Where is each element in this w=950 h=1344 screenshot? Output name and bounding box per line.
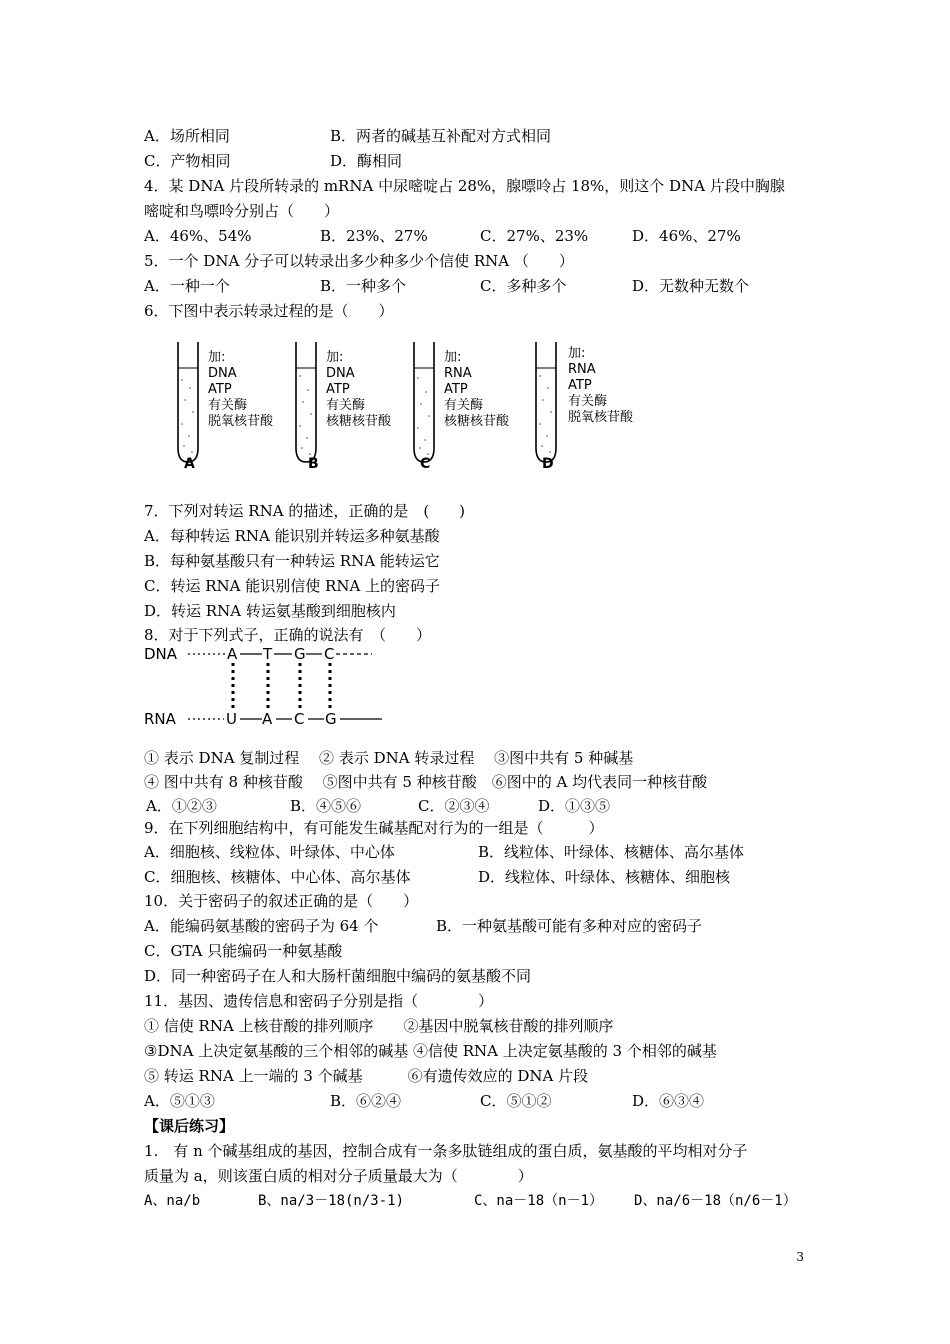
q10-option-c: C．GTA 只能编码一种氨基酸 [144,942,343,960]
q4-option-a: A．46%、54% [144,227,252,245]
tube-b-line: ATP [326,382,350,397]
tube-d-line: 有关酶 [568,394,608,409]
q5-option-c: C．多种多个 [480,277,567,295]
rna-base: C [294,710,305,728]
q8-statements-line2: ④ 图中共有 8 种核苷酸 ⑤图中共有 5 种核苷酸 ⑥图中的 A 均代表同一种核苷酸 [144,773,708,791]
tube-a-labels [208,350,273,430]
tube-b-line: 加: [326,350,344,365]
q5-stem: 5．一个 DNA 分子可以转录出多少种多少个信使 RNA （ ） [144,252,574,270]
q7-option-a: A．每种转运 RNA 能识别并转运多种氨基酸 [144,527,440,545]
tube-a-line: DNA [208,366,237,381]
q8-option-b: B．④⑤⑥ [290,797,362,815]
homework-heading: 【课后练习】 [144,1117,235,1135]
q11-statements-line3: ⑤ 转运 RNA 上一端的 3 个碱基 ⑥有遗传效应的 DNA 片段 [144,1067,589,1085]
homework-q1-option-a: A、na/b [144,1193,201,1209]
tube-b-labels [326,350,391,430]
q5-option-b: B．一种多个 [320,277,407,295]
q10-option-a: A．能编码氨基酸的密码子为 64 个 [144,917,379,935]
q10-stem: 10．关于密码子的叙述正确的是（ ） [144,892,419,910]
tube-d-line: ATP [568,378,592,393]
tube-a-letter: A [184,456,195,472]
q3-option-c: C．产物相同 [144,152,231,170]
q9-option-d: D．线粒体、叶绿体、核糖体、细胞核 [478,868,731,886]
dna-base: G [294,645,306,663]
tube-b-line: DNA [326,366,355,381]
q8-option-c: C．②③④ [418,797,490,815]
q8-option-d: D．①③⑤ [538,797,611,815]
tube-c-line: 有关酶 [444,398,484,413]
tube-d-line: 加: [568,346,586,361]
dna-base: T [263,645,273,663]
rna-strand-label: RNA [144,710,176,728]
q4-option-c: C．27%、23% [480,227,589,245]
q4-stem-line2: 嘧啶和鸟嘌呤分别占（ ） [144,202,340,220]
q3-option-a: A．场所相同 [144,127,230,145]
rna-base: A [262,710,273,728]
q9-option-c: C．细胞核、核糖体、中心体、高尔基体 [144,868,411,886]
tube-d-labels [568,346,633,426]
q11-option-b: B．⑥②④ [330,1092,402,1110]
q6-test-tube-figure [170,340,640,475]
dna-strand-label: DNA [144,645,178,663]
q10-option-b: B．一种氨基酸可能有多种对应的密码子 [436,917,703,935]
homework-q1-line1: 1. 有 n 个碱基组成的基因，控制合成有一条多肽链组成的蛋白质，氨基酸的平均相对分子 [144,1142,748,1160]
tube-a-line: 加: [208,350,226,365]
q3-option-d: D．酶相同 [330,152,403,170]
dna-base: A [227,645,238,663]
q7-option-b: B．每种氨基酸只有一种转运 RNA 能转运它 [144,552,440,570]
tube-c-letter: C [420,456,431,472]
homework-q1-line2: 质量为 a，则该蛋白质的相对分子质量最大为（ ） [144,1167,533,1185]
homework-q1-option-c: C、na－18（n－1） [474,1193,604,1209]
q7-stem: 7．下列对转运 RNA 的描述，正确的是 ( ) [144,502,466,520]
q11-option-c: C．⑤①② [480,1092,552,1110]
tube-d-letter: D [542,456,554,472]
q11-statements-line2: ③DNA 上决定氨基酸的三个相邻的碱基 ④信使 RNA 上决定氨基酸的 3 个相邻的碱基 [144,1042,717,1060]
q7-option-d: D．转运 RNA 转运氨基酸到细胞核内 [144,602,396,620]
tube-d-line: 脱氧核苷酸 [568,410,634,425]
dna-rna-pairing-diagram [144,645,384,735]
q9-option-a: A．细胞核、线粒体、叶绿体、中心体 [144,843,395,861]
page-number: 3 [796,1250,804,1264]
tube-a-line: ATP [208,382,232,397]
dna-base: C [324,645,335,663]
q11-stem: 11．基因、遗传信息和密码子分别是指（ ） [144,992,494,1010]
tube-c-labels [444,350,509,430]
q4-option-b: B．23%、27% [320,227,428,245]
q11-option-a: A．⑤①③ [144,1092,215,1110]
q8-stem: 8．对于下列式子，正确的说法有 （ ） [144,626,432,644]
tube-d-line: RNA [568,362,596,377]
q8-statements-line1: ① 表示 DNA 复制过程 ② 表示 DNA 转录过程 ③图中共有 5 种碱基 [144,749,634,767]
q9-option-b: B．线粒体、叶绿体、核糖体、高尔基体 [478,843,745,861]
q3-option-b: B．两者的碱基互补配对方式相同 [330,127,552,145]
q5-option-d: D．无数种无数个 [632,277,750,295]
tube-b-letter: B [308,456,319,472]
q11-statements-line1: ① 信使 RNA 上核苷酸的排列顺序 ②基因中脱氧核苷酸的排列顺序 [144,1017,614,1035]
tube-a-line: 脱氧核苷酸 [208,414,274,429]
homework-q1-option-d: D、na/6－18（n/6－1） [634,1193,797,1209]
tube-c-line: ATP [444,382,468,397]
q8-option-a: A．①②③ [146,797,217,815]
q6-stem: 6．下图中表示转录过程的是（ ） [144,302,394,320]
tube-c-line: 加: [444,350,462,365]
q5-option-a: A．一种一个 [144,277,230,295]
tube-b-line: 有关酶 [326,398,366,413]
q9-stem: 9．在下列细胞结构中，有可能发生碱基配对行为的一组是（ ） [144,819,604,837]
q4-stem-line1: 4．某 DNA 片段所转录的 mRNA 中尿嘧啶占 28%，腺嘌呤占 18%，则这个 DNA 片段中胸腺 [144,177,785,195]
rna-base: G [325,710,337,728]
rna-base: U [226,710,237,728]
q10-option-d: D．同一种密码子在人和大肠杆菌细胞中编码的氨基酸不同 [144,967,532,985]
homework-q1-option-b: B、na/3－18(n/3-1) [258,1193,405,1209]
q4-option-d: D．46%、27% [632,227,741,245]
tube-c-line: RNA [444,366,472,381]
tube-b-line: 核糖核苷酸 [326,414,392,429]
q7-option-c: C．转运 RNA 能识别信使 RNA 上的密码子 [144,577,441,595]
q11-option-d: D．⑥③④ [632,1092,705,1110]
tube-c-line: 核糖核苷酸 [444,414,510,429]
tube-a-line: 有关酶 [208,398,248,413]
